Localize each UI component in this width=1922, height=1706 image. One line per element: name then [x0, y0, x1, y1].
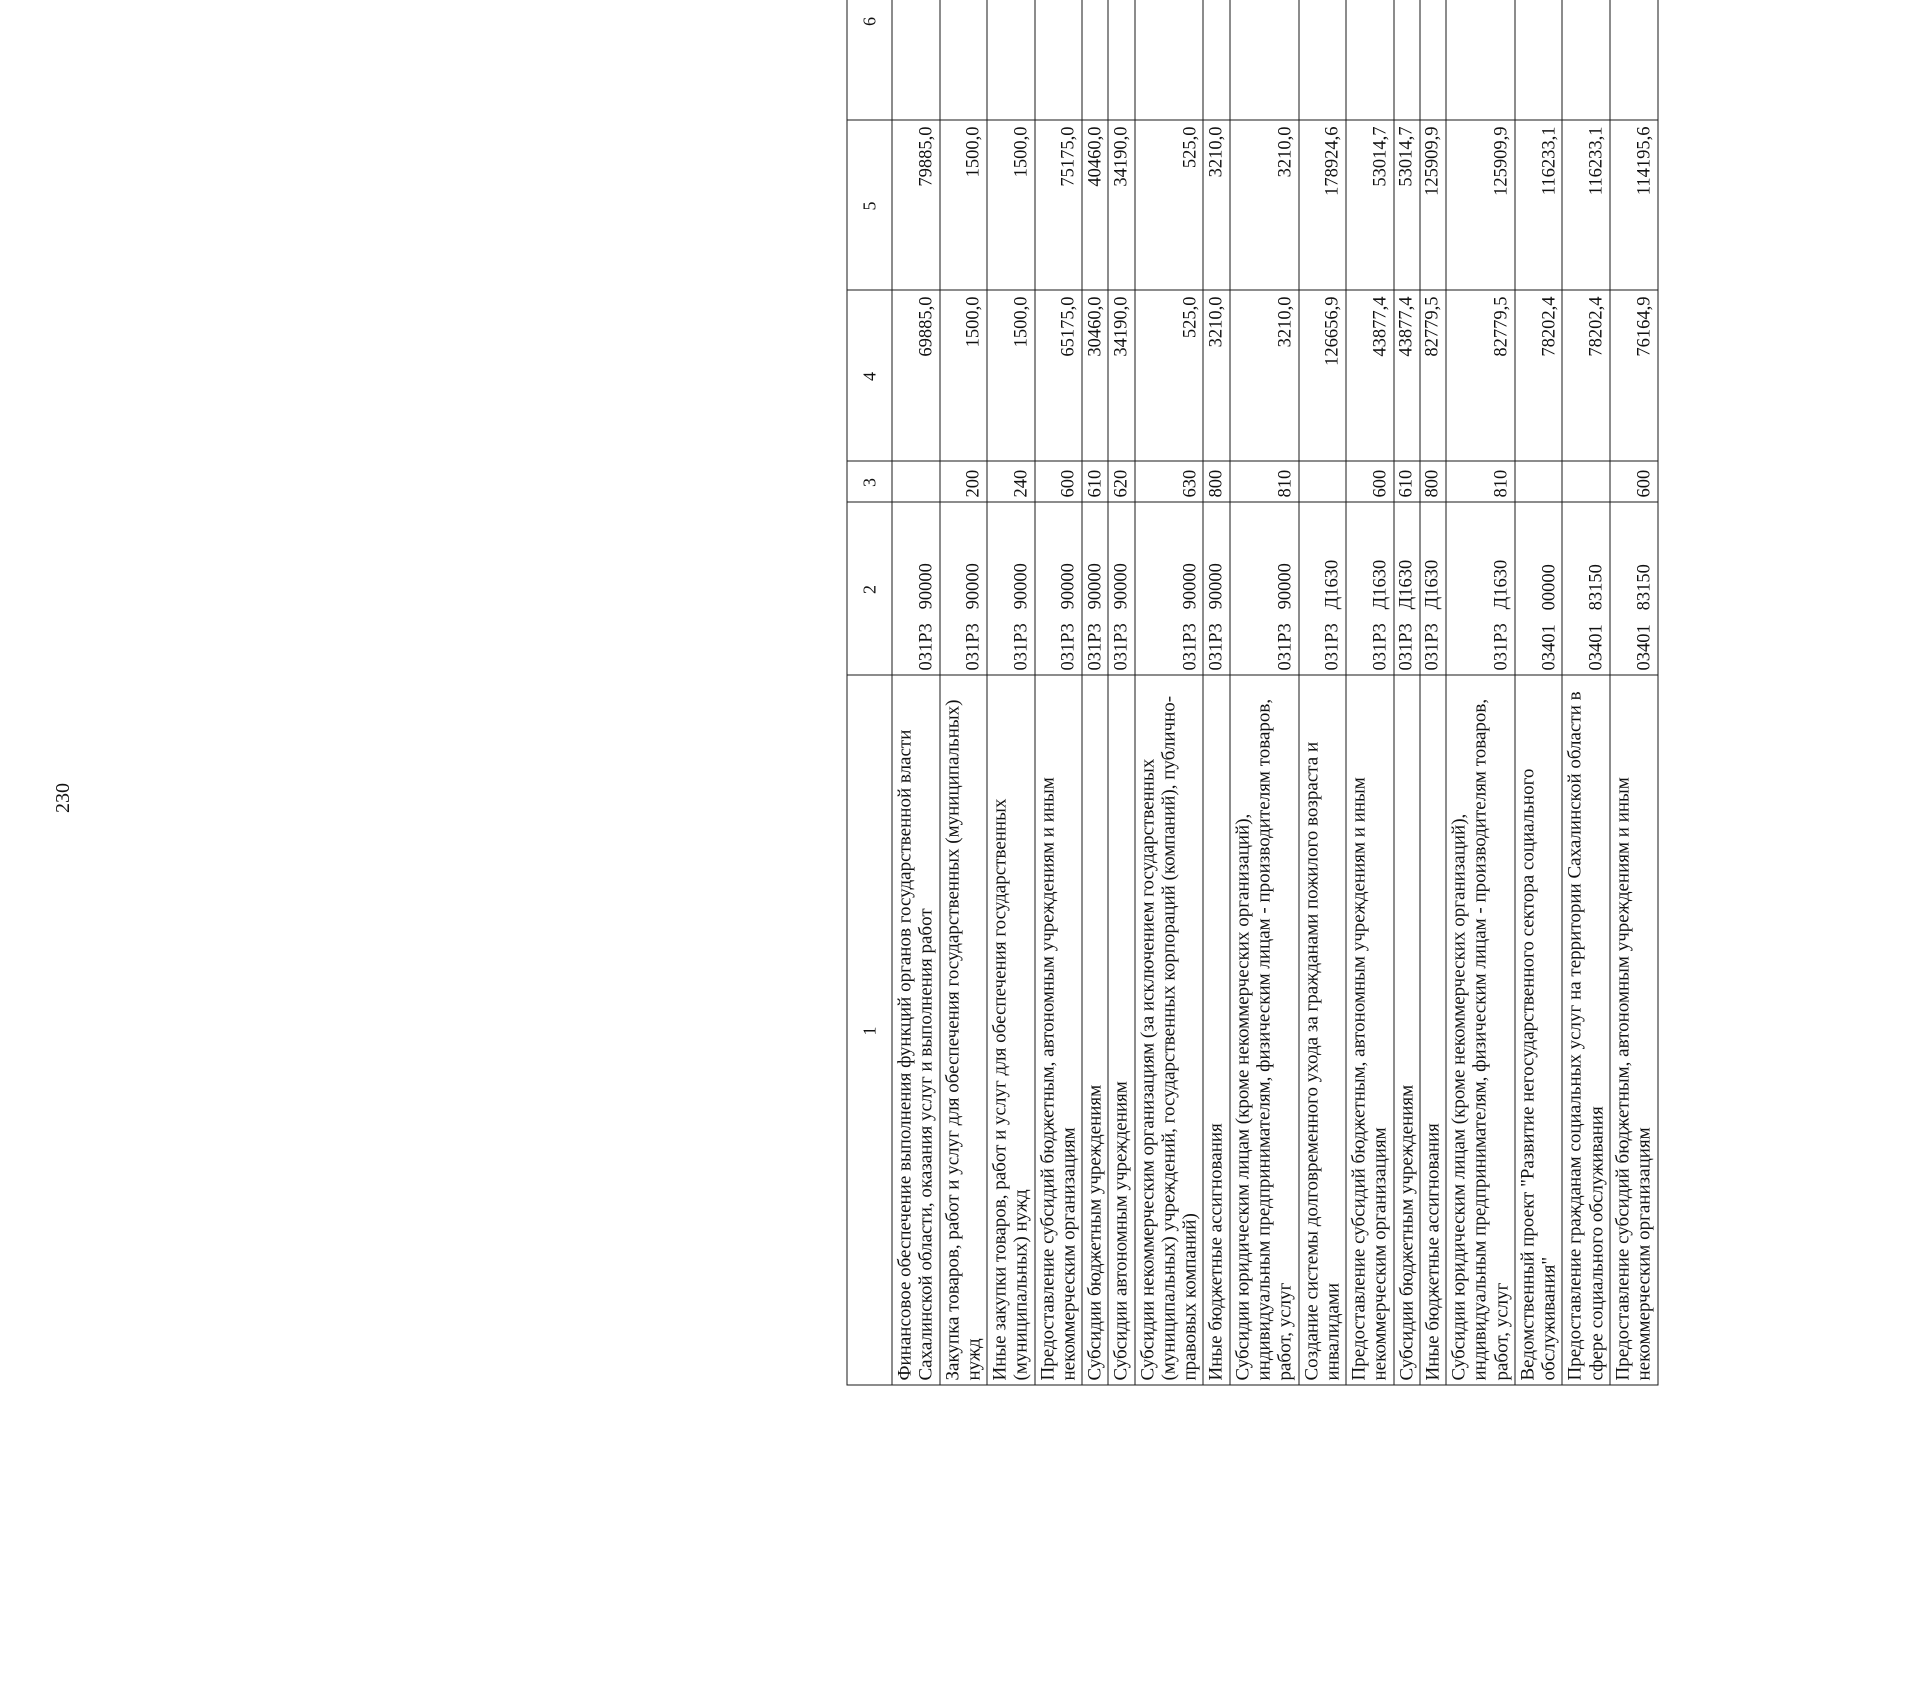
- header-col-3: 3: [847, 461, 892, 502]
- header-col-1: 1: [847, 675, 892, 1385]
- row-expense-type-cell: 240: [987, 461, 1035, 502]
- row-value-col4-cell: 69885,0: [892, 290, 940, 461]
- row-value-col5-cell: 79885,0: [892, 120, 940, 290]
- row-program-code-cell: 031Р3 Д1630: [1420, 502, 1446, 675]
- row-value-col6-cell: [1394, 0, 1420, 120]
- row-value-col4-cell: 78202,4: [1515, 290, 1563, 461]
- table-row: [1420, 0, 1446, 1385]
- row-value-col6-cell: [1420, 0, 1446, 120]
- row-value-col5-cell: 114195,6: [1610, 120, 1658, 290]
- row-value-col5-cell: 3210,0: [1203, 120, 1229, 290]
- row-program-code-cell: 031Р3 90000: [1203, 502, 1229, 675]
- table-row: [1203, 0, 1229, 1385]
- row-program-code-cell: 03401 83150: [1562, 502, 1610, 675]
- table-row: [1346, 0, 1394, 1385]
- row-value-col6-cell: [1135, 0, 1204, 120]
- rotated-table-sheet: [847, 0, 1922, 1386]
- row-value-col6-cell: [1082, 0, 1108, 120]
- row-value-col5-cell: 125909,9: [1420, 120, 1446, 290]
- row-program-code-cell: 031Р3 90000: [1108, 502, 1134, 675]
- table-row: [1035, 0, 1083, 1385]
- row-value-col4-cell: 82779,5: [1446, 290, 1515, 461]
- row-name-cell: Субсидии юридическим лицам (кроме некоммерческих организаций), индивидуальным предпринимателям, физическим лицам - производителям товаров, работ, услуг: [1446, 675, 1515, 1385]
- row-program-code-cell: 031Р3 90000: [892, 502, 940, 675]
- row-name-cell: Предоставление субсидий бюджетным, автономным учреждениям и иным некоммерческим организациям: [1610, 675, 1658, 1385]
- row-expense-type-cell: [892, 461, 940, 502]
- table-row: [987, 0, 1035, 1385]
- row-value-col5-cell: 178924,6: [1299, 120, 1347, 290]
- row-value-col5-cell: 3210,0: [1230, 120, 1299, 290]
- row-expense-type-cell: 800: [1203, 461, 1229, 502]
- row-expense-type-cell: 600: [1346, 461, 1394, 502]
- row-name-cell: Ведомственный проект "Развитие негосударственного сектора социального обслуживания": [1515, 675, 1563, 1385]
- row-name-cell: Предоставление субсидий бюджетным, автономным учреждениям и иным некоммерческим организациям: [1346, 675, 1394, 1385]
- row-value-col4-cell: 126656,9: [1299, 290, 1347, 461]
- row-program-code-cell: 03401 00000: [1515, 502, 1563, 675]
- row-value-col6-cell: [1346, 0, 1394, 120]
- row-value-col5-cell: 75175,0: [1035, 120, 1083, 290]
- row-expense-type-cell: 610: [1394, 461, 1420, 502]
- row-value-col4-cell: 82779,5: [1420, 290, 1446, 461]
- row-name-cell: Предоставление субсидий бюджетным, автономным учреждениям и иным некоммерческим организациям: [1035, 675, 1083, 1385]
- table-row: [1299, 0, 1347, 1385]
- row-value-col6-cell: [892, 0, 940, 120]
- row-value-col6-cell: [940, 0, 988, 120]
- row-value-col5-cell: 53014,7: [1394, 120, 1420, 290]
- row-value-col5-cell: 116233,1: [1562, 120, 1610, 290]
- row-program-code-cell: 031Р3 Д1630: [1346, 502, 1394, 675]
- row-expense-type-cell: 810: [1446, 461, 1515, 502]
- row-program-code-cell: 031Р3 90000: [1135, 502, 1204, 675]
- row-value-col6-cell: [1230, 0, 1299, 120]
- table-header-row: [847, 0, 892, 1385]
- budget-allocation-table: [847, 0, 1659, 1386]
- row-value-col4-cell: 30460,0: [1082, 290, 1108, 461]
- header-col-5: 5: [847, 120, 892, 290]
- table-row: [1515, 0, 1563, 1385]
- table-row: [892, 0, 940, 1385]
- table-row: [1562, 0, 1610, 1385]
- row-name-cell: Субсидии автономным учреждениям: [1108, 675, 1134, 1385]
- row-name-cell: Создание системы долговременного ухода за гражданами пожилого возраста и инвалидами: [1299, 675, 1347, 1385]
- row-value-col5-cell: 1500,0: [987, 120, 1035, 290]
- row-expense-type-cell: 800: [1420, 461, 1446, 502]
- row-value-col6-cell: [1515, 0, 1563, 120]
- row-value-col4-cell: 78202,4: [1562, 290, 1610, 461]
- table-row: [1135, 0, 1204, 1385]
- row-name-cell: Финансовое обеспечение выполнения функций органов государственной власти Сахалинской области, оказания услуг и выполнения работ: [892, 675, 940, 1385]
- header-col-2: 2: [847, 502, 892, 675]
- row-value-col6-cell: [1035, 0, 1083, 120]
- row-expense-type-cell: 200: [940, 461, 988, 502]
- table-row: [1394, 0, 1420, 1385]
- row-value-col6-cell: [1610, 0, 1658, 120]
- row-value-col6-cell: [1203, 0, 1229, 120]
- row-expense-type-cell: 810: [1230, 461, 1299, 502]
- row-name-cell: Субсидии бюджетным учреждениям: [1082, 675, 1108, 1385]
- row-name-cell: Субсидии бюджетным учреждениям: [1394, 675, 1420, 1385]
- table-row: [1610, 0, 1658, 1385]
- row-program-code-cell: 031Р3 Д1630: [1446, 502, 1515, 675]
- row-expense-type-cell: [1299, 461, 1347, 502]
- row-program-code-cell: 03401 83150: [1610, 502, 1658, 675]
- table-row: [1108, 0, 1134, 1385]
- row-value-col4-cell: 1500,0: [940, 290, 988, 461]
- row-name-cell: Субсидии юридическим лицам (кроме некоммерческих организаций), индивидуальным предпринимателям, физическим лицам - производителям товаров, работ, услуг: [1230, 675, 1299, 1385]
- row-value-col6-cell: [1108, 0, 1134, 120]
- row-value-col5-cell: 53014,7: [1346, 120, 1394, 290]
- row-program-code-cell: 031Р3 90000: [987, 502, 1035, 675]
- row-value-col4-cell: 43877,4: [1394, 290, 1420, 461]
- row-value-col5-cell: 116233,1: [1515, 120, 1563, 290]
- row-name-cell: Предоставление гражданам социальных услуг на территории Сахалинской области в сфере социального обслуживания: [1562, 675, 1610, 1385]
- page-number: 230: [52, 783, 74, 813]
- table-row: [1082, 0, 1108, 1385]
- row-name-cell: Иные бюджетные ассигнования: [1420, 675, 1446, 1385]
- row-expense-type-cell: 610: [1082, 461, 1108, 502]
- row-expense-type-cell: 600: [1035, 461, 1083, 502]
- row-name-cell: Субсидии некоммерческим организациям (за исключением государственных (муниципальных) учреждений, государственных корпораций (компаний), публично-правовых компаний): [1135, 675, 1204, 1385]
- row-expense-type-cell: [1562, 461, 1610, 502]
- row-value-col6-cell: [1299, 0, 1347, 120]
- table-row: [1446, 0, 1515, 1385]
- row-program-code-cell: 031Р3 Д1630: [1299, 502, 1347, 675]
- table-row: [940, 0, 988, 1385]
- row-value-col5-cell: 34190,0: [1108, 120, 1134, 290]
- row-expense-type-cell: [1515, 461, 1563, 502]
- row-expense-type-cell: 600: [1610, 461, 1658, 502]
- row-value-col4-cell: 525,0: [1135, 290, 1204, 461]
- row-value-col4-cell: 3210,0: [1230, 290, 1299, 461]
- row-value-col5-cell: 40460,0: [1082, 120, 1108, 290]
- row-value-col4-cell: 34190,0: [1108, 290, 1134, 461]
- row-value-col4-cell: 3210,0: [1203, 290, 1229, 461]
- header-col-4: 4: [847, 290, 892, 461]
- row-program-code-cell: 031Р3 90000: [1082, 502, 1108, 675]
- row-value-col4-cell: 43877,4: [1346, 290, 1394, 461]
- row-program-code-cell: 031Р3 90000: [940, 502, 988, 675]
- row-value-col5-cell: 1500,0: [940, 120, 988, 290]
- header-col-6: 6: [847, 0, 892, 120]
- row-name-cell: Закупка товаров, работ и услуг для обеспечения государственных (муниципальных) нужд: [940, 675, 988, 1385]
- row-expense-type-cell: 620: [1108, 461, 1134, 502]
- row-value-col5-cell: 525,0: [1135, 120, 1204, 290]
- row-name-cell: Иные закупки товаров, работ и услуг для обеспечения государственных (муниципальных) нужд: [987, 675, 1035, 1385]
- row-expense-type-cell: 630: [1135, 461, 1204, 502]
- row-value-col4-cell: 65175,0: [1035, 290, 1083, 461]
- row-program-code-cell: 031Р3 Д1630: [1394, 502, 1420, 675]
- row-value-col4-cell: 1500,0: [987, 290, 1035, 461]
- table-body: [892, 0, 1658, 1385]
- row-name-cell: Иные бюджетные ассигнования: [1203, 675, 1229, 1385]
- row-value-col6-cell: [1446, 0, 1515, 120]
- row-program-code-cell: 031Р3 90000: [1230, 502, 1299, 675]
- row-value-col6-cell: [1562, 0, 1610, 120]
- row-program-code-cell: 031Р3 90000: [1035, 502, 1083, 675]
- table-row: [1230, 0, 1299, 1385]
- row-value-col6-cell: [987, 0, 1035, 120]
- row-value-col5-cell: 125909,9: [1446, 120, 1515, 290]
- row-value-col4-cell: 76164,9: [1610, 290, 1658, 461]
